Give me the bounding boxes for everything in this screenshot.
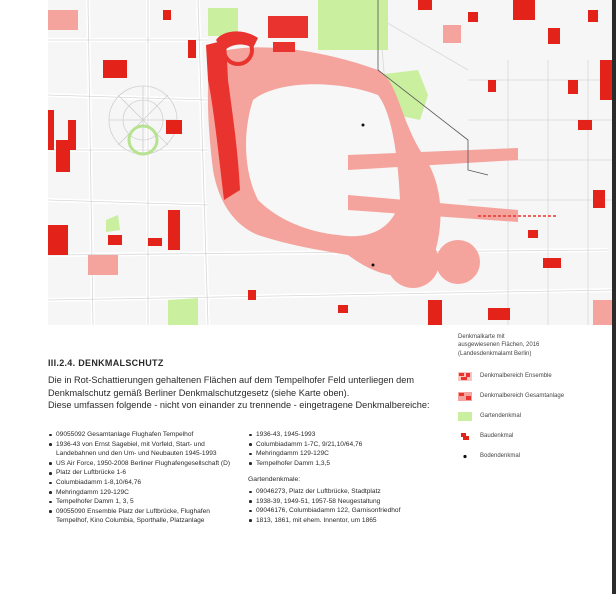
legend-label: Denkmalbereich Gesamtanlage [480,393,565,400]
legend-title-line: Denkmalkarte mit [458,334,505,340]
heritage-map [48,0,616,325]
list-item: Mehringdamm 129-129C [248,449,448,459]
legend-title-line: ausgewiesenen Flächen, 2016 [458,342,540,349]
list-item: 09055092 Gesamtanlage Flughafen Tempelhof [48,430,238,440]
map-svg [48,0,616,325]
list-item: US Air Force, 1950-2008 Berliner Flughafengesellschaft (D) [48,459,238,469]
legend-label: Bodendenkmal [480,453,521,460]
legend-title-line: (Landesdenkmalamt Berlin) [458,350,532,357]
gesamtanlage-swatch [458,392,472,401]
legend-label: Denkmalbereich Ensemble [480,373,552,380]
map-legend [458,333,608,472]
list-item: 09046273, Platz der Luftbrücke, Stadtplatz [248,487,448,497]
list-item: Columbiadamm 1-7C, 9/21,10/64,76 [248,440,448,450]
legend-item-garden [458,412,608,432]
list-item: 1936-43 von Ernst Sagebiel, mit Vorfeld, Start- und Landebahnen und den Um- und Neubauten 1945-1993 [48,440,238,459]
page-edge-strip [612,0,616,594]
monument-list-right [248,430,448,525]
ensemble-swatch [458,372,472,381]
intro-line-2: Denkmalschutz gemäß Berliner Denkmalschutzgesetz (siehe Karte oben). [48,387,350,398]
list-item: Platz der Luftbrücke 1-6 [48,468,238,478]
ground-monument-icon [458,452,472,461]
list-item: 1936-43, 1945-1993 [248,430,448,440]
list-item: 1938-39, 1949-51, 1957-58 Neugestaltung [248,497,448,507]
list-item: 1813, 1861, mit ehem. Innentor, um 1865 [248,516,448,526]
section-title-text: DENKMALSCHUTZ [78,358,164,368]
building-monument-icon [458,432,472,441]
legend-item-bodendenkmal [458,452,608,472]
intro-line-3: Diese umfassen folgende - nicht von einander zu trennende - eingetragene Denkmalbereiche: [48,400,430,411]
garden-monuments-heading: Gartendenkmale: [248,476,301,484]
list-item: 09055090 Ensemble Platz der Luftbrücke, Flughafen Tempelhof, Kino Columbia, Sporthalle, Platzanlage [48,507,238,526]
garden-swatch [458,412,472,421]
section-heading [48,358,164,368]
intro-line-1: Die in Rot-Schattierungen gehaltenen Flächen auf dem Tempelhofer Feld unterliegen dem [48,375,415,385]
list-item: Tempelhofer Damm 1, 3, 5 [48,497,238,507]
list-item: Tempelhofer Damm 1,3,5 [248,459,448,469]
list-item: Columbiadamm 1-8,10/64,76 [48,478,238,488]
section-number: III.2.4. [48,358,76,368]
legend-title [458,333,608,358]
list-item: 09046176, Columbiadamm 122, Garnisonfriedhof [248,506,448,516]
legend-item-ensemble [458,372,608,392]
legend-item-baudenkmal [458,432,608,452]
legend-item-gesamtanlage [458,392,608,412]
list-item: Mehringdamm 129-129C [48,488,238,498]
intro-paragraph [48,374,448,412]
legend-label: Gartendenkmal [480,413,522,420]
monument-list-left [48,430,238,526]
legend-label: Baudenkmal [480,433,514,440]
